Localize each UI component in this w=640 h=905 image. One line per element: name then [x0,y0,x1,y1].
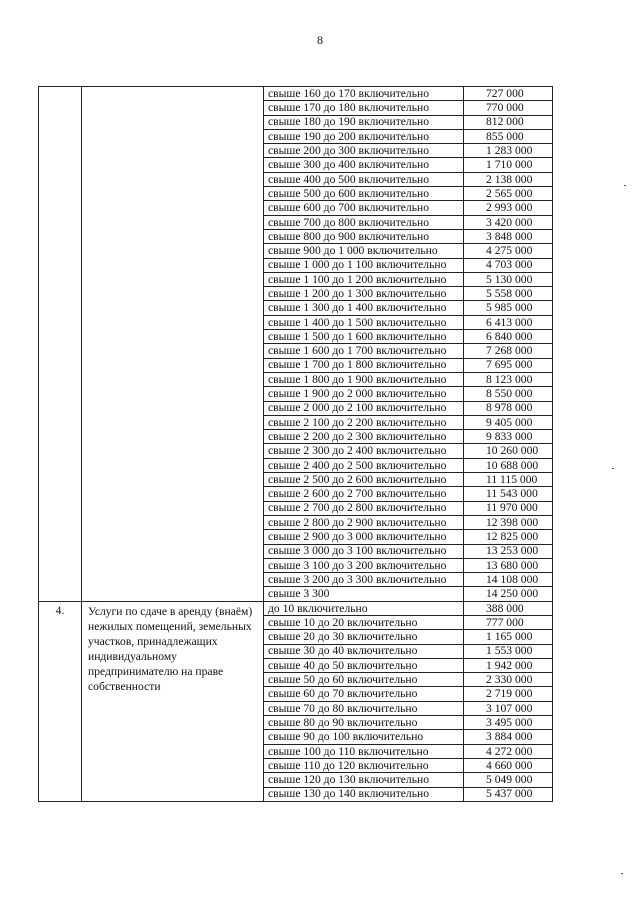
value-cell: 10 688 000 [464,458,553,472]
table-row [39,601,553,615]
range-cell: свыше 30 до 40 включительно [264,644,464,658]
value-cell: 4 703 000 [464,258,553,272]
range-cell: свыше 3 300 [264,587,464,601]
range-cell: свыше 300 до 400 включительно [264,158,464,172]
range-cell: свыше 700 до 800 включительно [264,215,464,229]
value-cell: 6 840 000 [464,330,553,344]
value-cell: 5 985 000 [464,301,553,315]
range-cell: свыше 20 до 30 включительно [264,630,464,644]
range-cell: свыше 3 200 до 3 300 включительно [264,573,464,587]
range-cell: свыше 600 до 700 включительно [264,201,464,215]
range-cell: свыше 1 800 до 1 900 включительно [264,372,464,386]
value-cell: 8 550 000 [464,387,553,401]
value-cell: 9 833 000 [464,430,553,444]
range-cell: свыше 2 500 до 2 600 включительно [264,473,464,487]
value-cell: 5 558 000 [464,287,553,301]
tariff-table [38,86,553,802]
range-cell: свыше 110 до 120 включительно [264,758,464,772]
value-cell: 5 049 000 [464,773,553,787]
value-cell: 13 680 000 [464,558,553,572]
value-cell: 812 000 [464,115,553,129]
value-cell: 14 250 000 [464,587,553,601]
value-cell: 770 000 [464,101,553,115]
range-cell: свыше 3 100 до 3 200 включительно [264,558,464,572]
value-cell: 6 413 000 [464,315,553,329]
value-cell: 3 107 000 [464,701,553,715]
value-cell: 2 565 000 [464,187,553,201]
range-cell: свыше 2 100 до 2 200 включительно [264,415,464,429]
value-cell: 1 553 000 [464,644,553,658]
range-cell: свыше 170 до 180 включительно [264,101,464,115]
value-cell: 10 260 000 [464,444,553,458]
value-cell: 855 000 [464,129,553,143]
value-cell: 12 398 000 [464,515,553,529]
range-cell: свыше 500 до 600 включительно [264,187,464,201]
range-cell: свыше 2 300 до 2 400 включительно [264,444,464,458]
value-cell: 388 000 [464,601,553,615]
range-cell: свыше 1 200 до 1 300 включительно [264,287,464,301]
value-cell: 12 825 000 [464,530,553,544]
range-cell: свыше 120 до 130 включительно [264,773,464,787]
service-name: Услуги по сдаче в аренду (внаём) нежилых помещений, земельных участков, принадлежащих индивидуальному предпринимателю на праве собственности [82,601,264,801]
value-cell: 4 275 000 [464,244,553,258]
range-cell: свыше 1 100 до 1 200 включительно [264,272,464,286]
range-cell: свыше 2 900 до 3 000 включительно [264,530,464,544]
value-cell: 5 437 000 [464,787,553,801]
range-cell: свыше 3 000 до 3 100 включительно [264,544,464,558]
value-cell: 9 405 000 [464,415,553,429]
range-cell: свыше 10 до 20 включительно [264,615,464,629]
scan-speck [624,185,626,186]
range-cell: свыше 70 до 80 включительно [264,701,464,715]
value-cell: 1 283 000 [464,144,553,158]
section-number: 4. [39,601,82,801]
range-cell: свыше 130 до 140 включительно [264,787,464,801]
range-cell: свыше 400 до 500 включительно [264,172,464,186]
value-cell: 1 165 000 [464,630,553,644]
range-cell: свыше 1 500 до 1 600 включительно [264,330,464,344]
range-cell: свыше 60 до 70 включительно [264,687,464,701]
value-cell: 2 719 000 [464,687,553,701]
value-cell: 4 660 000 [464,758,553,772]
range-cell: свыше 190 до 200 включительно [264,129,464,143]
range-cell: свыше 100 до 110 включительно [264,744,464,758]
page-number: 8 [317,33,323,47]
value-cell: 2 138 000 [464,172,553,186]
value-cell: 5 130 000 [464,272,553,286]
value-cell: 13 253 000 [464,544,553,558]
value-cell: 3 848 000 [464,229,553,243]
range-cell: свыше 1 600 до 1 700 включительно [264,344,464,358]
range-cell: свыше 2 700 до 2 800 включительно [264,501,464,515]
range-cell: свыше 80 до 90 включительно [264,716,464,730]
value-cell: 4 272 000 [464,744,553,758]
range-cell: свыше 160 до 170 включительно [264,87,464,101]
value-cell: 11 543 000 [464,487,553,501]
range-cell: свыше 1 900 до 2 000 включительно [264,387,464,401]
value-cell: 11 970 000 [464,501,553,515]
range-cell: до 10 включительно [264,601,464,615]
value-cell: 7 268 000 [464,344,553,358]
range-cell: свыше 40 до 50 включительно [264,658,464,672]
value-cell: 7 695 000 [464,358,553,372]
value-cell: 14 108 000 [464,573,553,587]
value-cell: 3 884 000 [464,730,553,744]
value-cell: 727 000 [464,87,553,101]
range-cell: свыше 2 400 до 2 500 включительно [264,458,464,472]
value-cell: 1 942 000 [464,658,553,672]
range-cell: свыше 1 000 до 1 100 включительно [264,258,464,272]
range-cell: свыше 2 800 до 2 900 включительно [264,515,464,529]
scan-speck [612,468,614,469]
value-cell: 2 993 000 [464,201,553,215]
scan-speck [621,873,623,874]
value-cell: 1 710 000 [464,158,553,172]
range-cell: свыше 2 600 до 2 700 включительно [264,487,464,501]
table-row [39,87,553,101]
value-cell: 3 495 000 [464,716,553,730]
section-number [39,87,82,602]
range-cell: свыше 800 до 900 включительно [264,229,464,243]
range-cell: свыше 2 000 до 2 100 включительно [264,401,464,415]
value-cell: 8 978 000 [464,401,553,415]
service-name [82,87,264,602]
range-cell: свыше 50 до 60 включительно [264,673,464,687]
range-cell: свыше 90 до 100 включительно [264,730,464,744]
range-cell: свыше 1 400 до 1 500 включительно [264,315,464,329]
value-cell: 11 115 000 [464,473,553,487]
range-cell: свыше 180 до 190 включительно [264,115,464,129]
value-cell: 3 420 000 [464,215,553,229]
range-cell: свыше 1 700 до 1 800 включительно [264,358,464,372]
range-cell: свыше 200 до 300 включительно [264,144,464,158]
value-cell: 8 123 000 [464,372,553,386]
value-cell: 777 000 [464,615,553,629]
range-cell: свыше 2 200 до 2 300 включительно [264,430,464,444]
value-cell: 2 330 000 [464,673,553,687]
range-cell: свыше 1 300 до 1 400 включительно [264,301,464,315]
range-cell: свыше 900 до 1 000 включительно [264,244,464,258]
